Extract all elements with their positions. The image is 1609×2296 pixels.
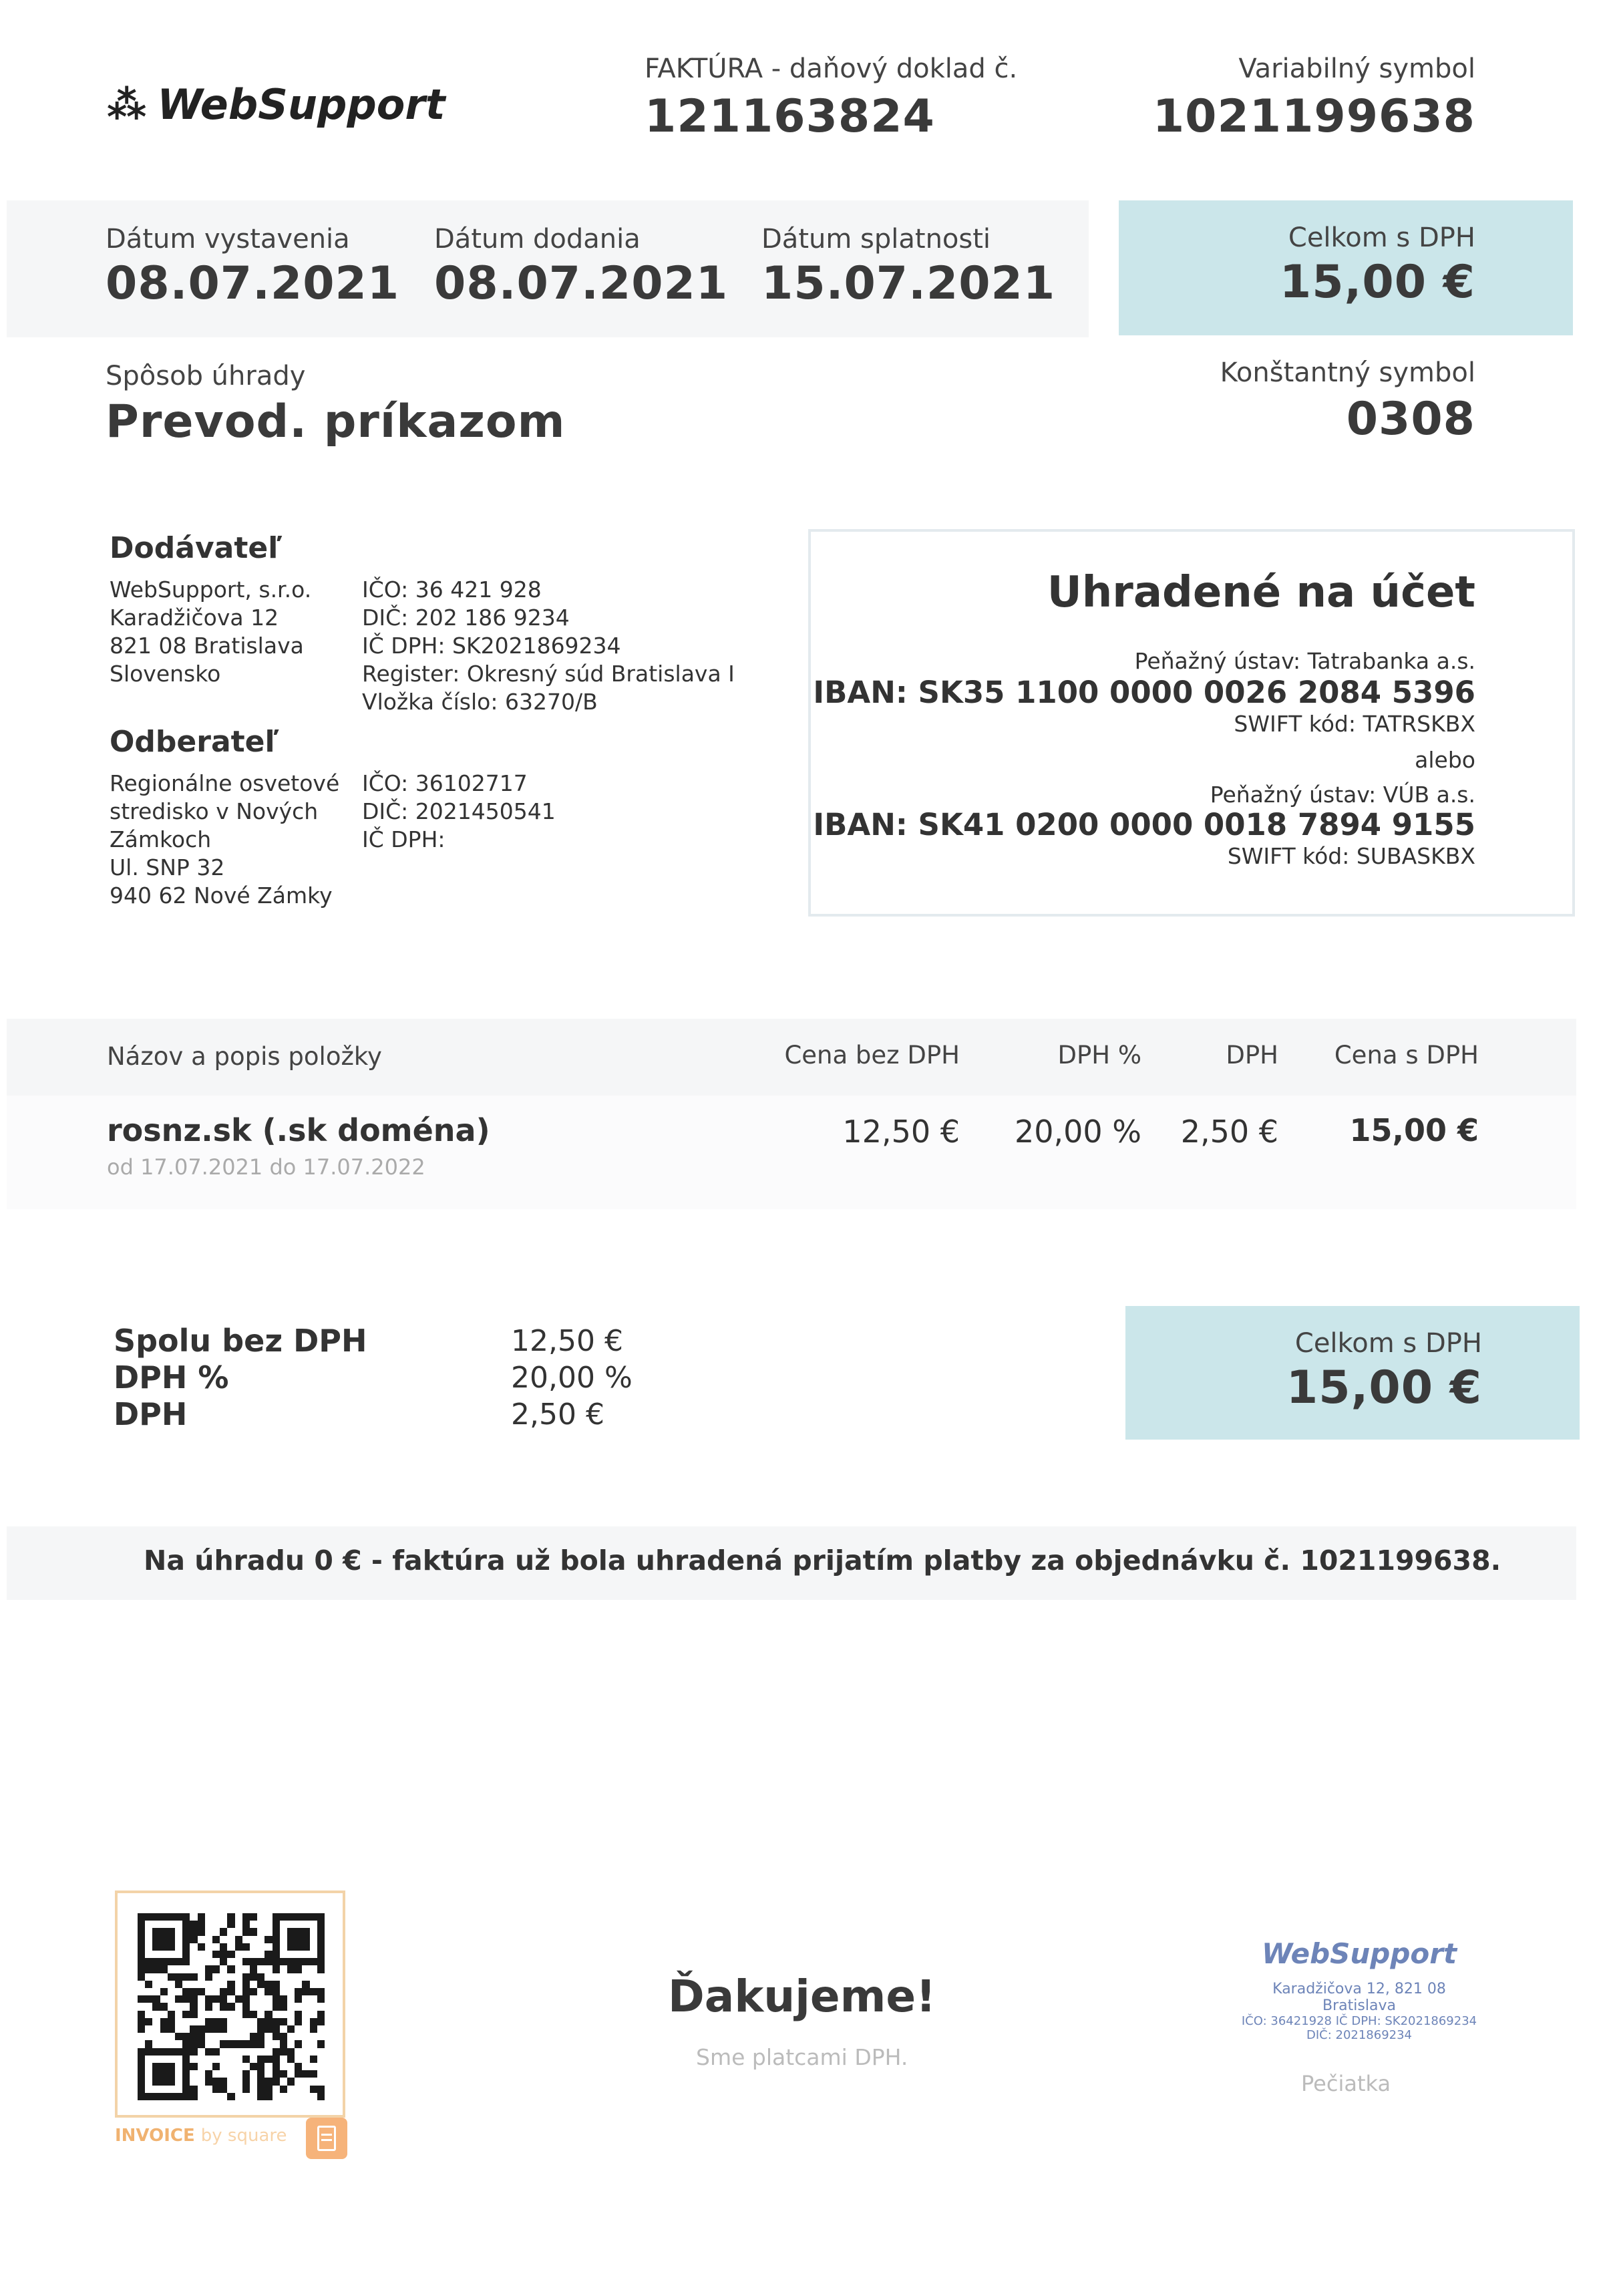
item-price: 12,50 € <box>842 1114 960 1150</box>
bank-box-title: Uhradené na účet <box>1047 568 1475 617</box>
constant-symbol-label: Konštantný symbol <box>1220 357 1475 388</box>
table-header-vat: DPH <box>1226 1041 1278 1070</box>
item-vat: 2,50 € <box>1180 1114 1278 1150</box>
stamp-line: IČO: 36421928 IČ DPH: SK2021869234 <box>1241 2014 1477 2028</box>
customer-heading: Odberateľ <box>110 725 279 759</box>
customer-line: Ul. SNP 32 <box>110 854 225 880</box>
vat-payer-note: Sme platcami DPH. <box>696 2044 908 2070</box>
supplier-id-line: Vložka číslo: 63270/B <box>362 689 598 715</box>
summary-values <box>511 1323 633 1433</box>
total-bottom-amount: 15,00 € <box>1286 1361 1482 1414</box>
supplier-id-line: Register: Okresný súd Bratislava I <box>362 661 735 687</box>
stamp-logo: WebSupport <box>1261 1937 1457 1970</box>
supplier-id-line: IČ DPH: SK2021869234 <box>362 633 621 659</box>
supplier-address <box>110 576 311 688</box>
delivery-date-label: Dátum dodania <box>434 224 641 255</box>
swift1: SWIFT kód: TATRSKBX <box>1234 711 1475 737</box>
total-bottom-label: Celkom s DPH <box>1294 1328 1482 1359</box>
websupport-logo-mark: ⁂ <box>107 81 147 128</box>
due-date-label: Dátum splatnosti <box>761 224 991 255</box>
supplier-line: 821 08 Bratislava <box>110 633 304 659</box>
table-header-total: Cena s DPH <box>1334 1041 1479 1070</box>
swift2: SWIFT kód: SUBASKBX <box>1227 843 1475 869</box>
customer-line: 940 62 Nové Zámky <box>110 882 333 909</box>
qr-caption <box>115 2126 287 2146</box>
supplier-heading: Dodávateľ <box>110 531 283 565</box>
supplier-ids <box>362 576 735 716</box>
customer-id-line: IČO: 36102717 <box>362 770 528 796</box>
qr-code <box>138 1913 325 2100</box>
total-top-label: Celkom s DPH <box>1288 222 1475 253</box>
invoice-number: 121163824 <box>645 90 935 143</box>
total-top-amount: 15,00 € <box>1279 256 1475 309</box>
summary-labels <box>114 1323 367 1433</box>
stamp-line: DIČ: 2021869234 <box>1306 2028 1413 2042</box>
qr-caption-invoice: INVOICE <box>115 2126 195 2146</box>
item-vat-pct: 20,00 % <box>1014 1114 1141 1150</box>
table-header-name: Názov a popis položky <box>107 1042 382 1071</box>
qr-caption-by-square: by square <box>200 2126 287 2146</box>
stamp-line: Karadžičova 12, 821 08 Bratislava <box>1272 1981 1446 2014</box>
summary-vat: 2,50 € <box>511 1398 604 1432</box>
company-stamp <box>1239 1937 1479 2042</box>
table-header-vat-pct: DPH % <box>1057 1041 1141 1070</box>
supplier-line: Karadžičova 12 <box>110 605 279 631</box>
variable-symbol: 1021199638 <box>1152 90 1475 143</box>
document-icon <box>306 2118 347 2159</box>
customer-line: Zámkoch <box>110 826 212 852</box>
supplier-line: Slovensko <box>110 661 221 687</box>
due-date: 15.07.2021 <box>761 257 1056 310</box>
iban2: IBAN: SK41 0200 0000 0018 7894 9155 <box>813 807 1475 842</box>
bank-or: alebo <box>1415 747 1475 773</box>
constant-symbol: 0308 <box>1346 393 1475 446</box>
item-total: 15,00 € <box>1349 1112 1479 1148</box>
item-period: od 17.07.2021 do 17.07.2022 <box>107 1154 425 1180</box>
issue-date-label: Dátum vystavenia <box>106 224 350 255</box>
customer-line: Regionálne osvetové <box>110 770 340 796</box>
customer-id-line: IČ DPH: <box>362 826 445 852</box>
item-name: rosnz.sk (.sk doména) <box>107 1112 490 1148</box>
supplier-id-line: DIČ: 202 186 9234 <box>362 605 570 631</box>
customer-line: stredisko v Nových <box>110 798 319 824</box>
variable-symbol-label: Variabilný symbol <box>1238 53 1475 84</box>
customer-id-line: DIČ: 2021450541 <box>362 798 556 824</box>
stamp-label: Pečiatka <box>1301 2071 1391 2096</box>
payment-method: Prevod. príkazom <box>106 395 566 448</box>
supplier-line: WebSupport, s.r.o. <box>110 577 312 603</box>
summary-vat-pct-label: DPH % <box>114 1359 229 1396</box>
customer-ids <box>362 770 556 854</box>
supplier-id-line: IČO: 36 421 928 <box>362 577 542 603</box>
websupport-logo-text: WebSupport <box>157 80 445 129</box>
iban1: IBAN: SK35 1100 0000 0026 2084 5396 <box>813 675 1475 710</box>
qr-frame <box>115 1891 345 2118</box>
summary-net-label: Spolu bez DPH <box>114 1323 367 1359</box>
invoice-label: FAKTÚRA - daňový doklad č. <box>645 53 1018 84</box>
issue-date: 08.07.2021 <box>106 257 400 310</box>
bank1-name: Peňažný ústav: Tatrabanka a.s. <box>1134 648 1475 674</box>
summary-net: 12,50 € <box>511 1324 623 1358</box>
payment-note: Na úhradu 0 € - faktúra už bola uhradená prijatím platby za objednávku č. 1021199638. <box>144 1544 1501 1577</box>
summary-vat-label: DPH <box>114 1396 188 1432</box>
payment-method-label: Spôsob úhrady <box>106 361 306 391</box>
bank2-name: Peňažný ústav: VÚB a.s. <box>1210 782 1475 808</box>
thanks-heading: Ďakujeme! <box>668 1971 936 2022</box>
summary-vat-pct: 20,00 % <box>511 1361 633 1395</box>
websupport-logo <box>107 80 445 129</box>
delivery-date: 08.07.2021 <box>434 257 729 310</box>
table-header-price: Cena bez DPH <box>784 1041 960 1070</box>
customer-address <box>110 770 339 910</box>
